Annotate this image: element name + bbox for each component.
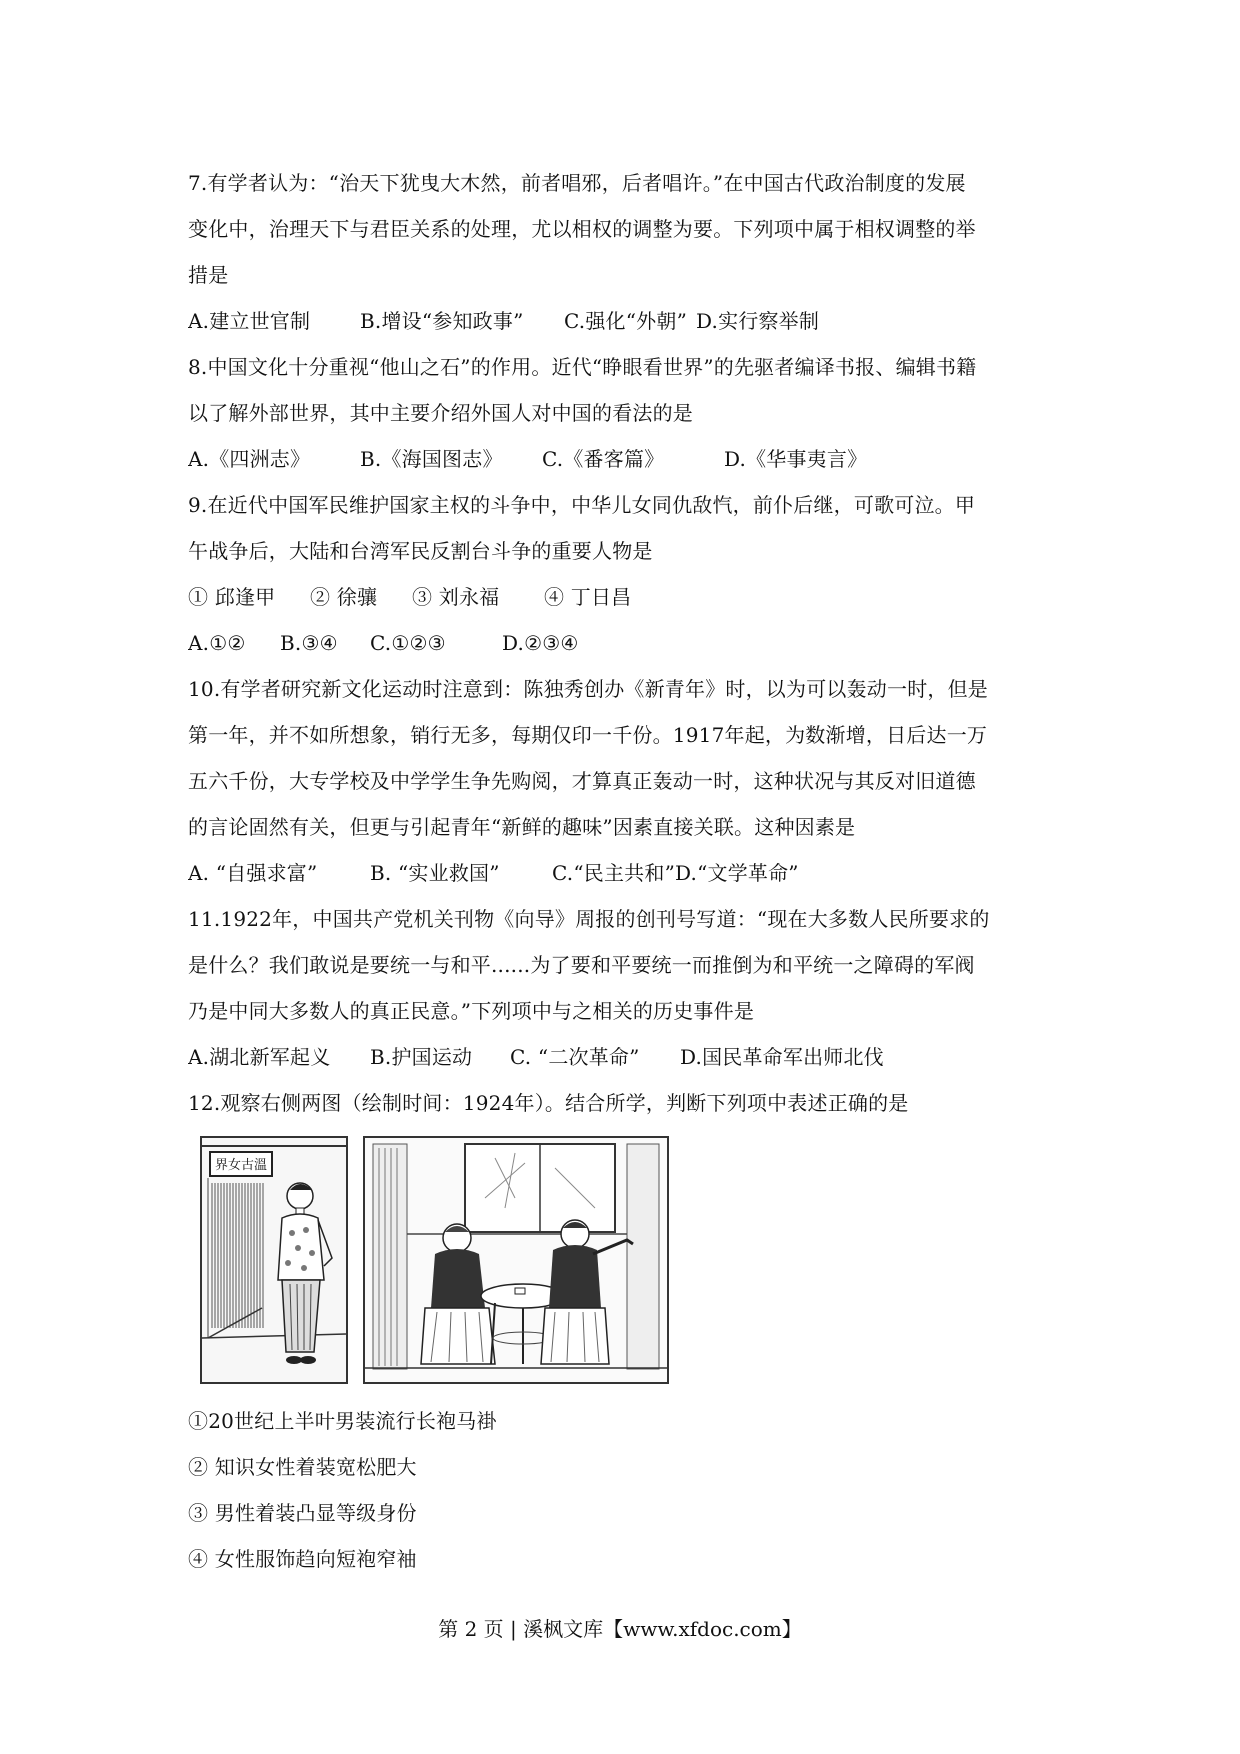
woman-figure-illustration bbox=[202, 1138, 346, 1382]
q8-options bbox=[188, 436, 1058, 482]
q9-item-1: ① 邱逢甲 bbox=[188, 585, 276, 609]
q12-line-1: 12.观察右侧两图（绘制时间：1924年）。结合所学，判断下列项中表述正确的是 bbox=[188, 1091, 909, 1115]
q10-option-b: B. “实业救国” bbox=[370, 861, 500, 885]
q7-options bbox=[188, 298, 1058, 344]
q10-line-1: 10.有学者研究新文化运动时注意到：陈独秀创办《新青年》时，以为可以轰动一时，但是 bbox=[188, 677, 989, 701]
q12-figures bbox=[188, 1136, 1058, 1386]
q12-statement-3: ③ 男性着装凸显等级身份 bbox=[188, 1501, 417, 1525]
men-conversation-illustration bbox=[365, 1138, 667, 1382]
q9-option-b: B.③④ bbox=[280, 631, 338, 655]
q11-option-a: A.湖北新军起义 bbox=[188, 1045, 331, 1069]
men-conversation-image bbox=[363, 1136, 669, 1384]
q7-line-3: 措是 bbox=[188, 263, 229, 287]
question-content bbox=[188, 160, 1058, 1582]
q11-option-d: D.国民革命军出师北伐 bbox=[680, 1045, 884, 1069]
q10-line-4: 的言论固然有关，但更与引起青年“新鲜的趣味”因素直接关联。这种因素是 bbox=[188, 815, 856, 839]
q10-options bbox=[188, 850, 1058, 896]
q9-option-c: C.①②③ bbox=[370, 631, 446, 655]
q8-option-d: D.《华事夷言》 bbox=[724, 447, 868, 471]
q7-option-c: C.强化“外朝” bbox=[564, 309, 687, 333]
q11-line-1: 11.1922年，中国共产党机关刊物《向导》周报的创刊号写道：“现在大多数人民所要求的 bbox=[188, 907, 990, 931]
q8-option-c: C.《番客篇》 bbox=[542, 447, 665, 471]
q11-line-2: 是什么？我们敢说是要统一与和平......为了要和平要统一而推倒为和平统一之障碍的军阀 bbox=[188, 953, 975, 977]
q9-items bbox=[188, 574, 1058, 620]
q7-option-a: A.建立世官制 bbox=[188, 309, 311, 333]
q8-line-2: 以了解外部世界，其中主要介绍外国人对中国的看法的是 bbox=[188, 401, 693, 425]
q7-option-b: B.增设“参知政事” bbox=[360, 309, 524, 333]
q9-item-4: ④ 丁日昌 bbox=[544, 585, 632, 609]
q11-line-3: 乃是中同大多数人的真正民意。”下列项中与之相关的历史事件是 bbox=[188, 999, 755, 1023]
woman-figure-image bbox=[200, 1136, 348, 1384]
q12-statement-2: ② 知识女性着装宽松肥大 bbox=[188, 1455, 417, 1479]
q12-statement-4: ④ 女性服饰趋向短袍窄袖 bbox=[188, 1547, 417, 1571]
q10-option-cd: C.“民主共和”D.“文学革命” bbox=[552, 861, 799, 885]
q9-option-a: A.①② bbox=[188, 631, 246, 655]
q12-statement-1: ①20世纪上半叶男装流行长袍马褂 bbox=[188, 1409, 497, 1433]
q10-option-a: A. “自强求富” bbox=[188, 861, 318, 885]
q11-option-c: C. “二次革命” bbox=[510, 1045, 640, 1069]
q7-line-1: 7.有学者认为：“治天下犹曳大木然，前者唱邪，后者唱许。”在中国古代政治制度的发展 bbox=[188, 171, 966, 195]
q10-line-2: 第一年，并不如所想象，销行无多，每期仅印一千份。1917年起，为数渐增，日后达一万 bbox=[188, 723, 988, 747]
sign-text: 界女古溫 bbox=[214, 1158, 268, 1173]
q7-option-d: D.实行察举制 bbox=[696, 309, 820, 333]
q8-line-1: 8.中国文化十分重视“他山之石”的作用。近代“睁眼看世界”的先驱者编译书报、编辑书籍 bbox=[188, 355, 977, 379]
q9-item-3: ③ 刘永福 bbox=[412, 585, 500, 609]
q9-option-d: D.②③④ bbox=[502, 631, 579, 655]
q9-line-2: 午战争后，大陆和台湾军民反割台斗争的重要人物是 bbox=[188, 539, 653, 563]
q9-line-1: 9.在近代中国军民维护国家主权的斗争中，中华儿女同仇敌忾，前仆后继，可歌可泣。甲 bbox=[188, 493, 976, 517]
q11-options bbox=[188, 1034, 1058, 1080]
page-footer: 第 2 页 | 溪枫文库【www.xfdoc.com】 bbox=[438, 1617, 802, 1641]
q8-option-b: B.《海国图志》 bbox=[360, 447, 503, 471]
q8-option-a: A.《四洲志》 bbox=[188, 447, 311, 471]
q11-option-b: B.护国运动 bbox=[370, 1045, 473, 1069]
q9-options bbox=[188, 620, 1058, 666]
q9-item-2: ② 徐骧 bbox=[310, 585, 378, 609]
q7-line-2: 变化中，治理天下与君臣关系的处理，尤以相权的调整为要。下列项中属于相权调整的举 bbox=[188, 217, 976, 241]
q10-line-3: 五六千份，大专学校及中学学生争先购阅，才算真正轰动一时，这种状况与其反对旧道德 bbox=[188, 769, 976, 793]
